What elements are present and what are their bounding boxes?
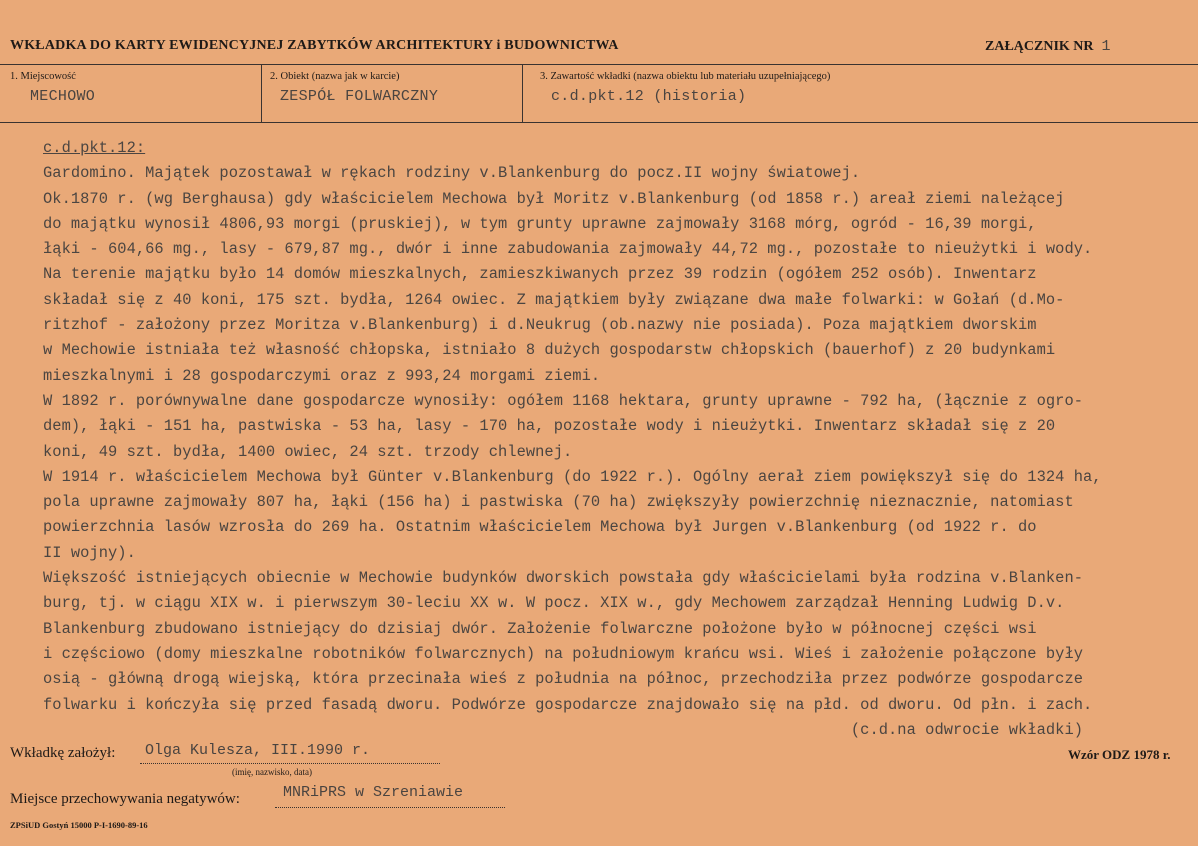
field-divider-1 (261, 64, 262, 122)
text-line: dem), łąki - 151 ha, pastwiska - 53 ha, lasy - 170 ha, pozostałe wody i nieużytki. Inwentarz składał się z 20 (43, 417, 1056, 436)
created-by-label: Wkładkę założył: (10, 745, 116, 761)
annex-label-text: ZAŁĄCZNIK NR (985, 39, 1094, 54)
text-line: Na terenie majątku było 14 domów mieszkalnych, zamieszkiwanych przez 39 rodzin (ogółem 252 osób). Inwentarz (43, 265, 1037, 284)
storage-value: MNRiPRS w Szreniawie (283, 784, 464, 801)
text-line: składał się z 40 koni, 175 szt. bydła, 1264 owiec. Z majątkiem były związane dwa małe folwarki: w Gołań (d.Mo- (43, 290, 1065, 309)
form-model: Wzór ODZ 1978 r. (1068, 747, 1171, 762)
created-by-dotline (140, 763, 440, 764)
text-line: mieszkalnymi i 28 gospodarczymi oraz z 993,24 morgami ziemi. (43, 366, 601, 385)
text-line: burg, tj. w ciągu XIX w. i pierwszym 30-leciu XX w. W pocz. XIX w., gdy Mechowem zarządzał Henning Ludwig D.v. (43, 594, 1065, 613)
field-divider-2 (522, 64, 523, 122)
text-line: II wojny). (43, 543, 136, 562)
object-label: 2. Obiekt (nazwa jak w karcie) (270, 71, 400, 82)
text-line: c.d.pkt.12: (43, 139, 146, 157)
print-code: ZPSiUD Gostyń 15000 P-I-1690-89-16 (10, 820, 148, 830)
text-line: folwarku i kończyła się przed fasadą dworu. Podwórze gospodarcze znajdowało się na płd. od dworu. Od płn. i zach. (43, 695, 1093, 714)
created-by-value: Olga Kulesza, III.1990 r. (145, 742, 371, 759)
text-line: Większość istniejących obiecnie w Mechowie budynków dworskich powstała gdy właścicielami była rodzina v.Blanken- (43, 569, 1084, 588)
created-by-caption: (imię, nazwisko, data) (232, 767, 312, 777)
text-line: ritzhof - założony przez Moritza v.Blankenburg) i d.Neukrug (ob.nazwy nie posiada). Poza majątkiem dworskim (43, 316, 1037, 335)
text-line: w Mechowie istniała też własność chłopska, istniało 8 dużych gospodarstw chłopskich (bauerhof) z 20 budynkami (43, 341, 1056, 360)
locality-value: MECHOWO (30, 88, 96, 105)
text-line: powierzchnia lasów wzrosła do 269 ha. Ostatnim właścicielem Mechowa był Jurgen v.Blankenburg (od 1922 r. do (43, 518, 1037, 537)
text-line: pola uprawne zajmowały 807 ha, łąki (156 ha) i pastwiska (70 ha) zwiększyły powierzchnię nieznacznie, natomiast (43, 493, 1074, 512)
text-line: W 1892 r. porównywalne dane gospodarcze wynosiły: ogółem 1168 hektara, grunty uprawne - 792 ha, (łącznie z ogro- (43, 391, 1084, 410)
header-rule-top (0, 64, 1198, 65)
history-text (43, 136, 1193, 743)
storage-dotline (275, 807, 505, 808)
text-line: łąki - 604,66 mg., lasy - 679,87 mg., dwór i inne zabudowania zajmowały 44,72 mg., pozostałe to nieużytki i wody. (43, 240, 1093, 259)
text-line: (c.d.na odwrocie wkładki) (43, 720, 1084, 739)
annex-label (985, 38, 1111, 55)
content-label: 3. Zawartość wkładki (nazwa obiektu lub materiału uzupełniającego) (540, 71, 831, 82)
content-value: c.d.pkt.12 (historia) (551, 88, 747, 105)
storage-label: Miejsce przechowywania negatywów: (10, 791, 240, 807)
object-value: ZESPÓŁ FOLWARCZNY (280, 88, 439, 105)
locality-label: 1. Miejscowość (10, 71, 76, 82)
text-line: i częściowo (domy mieszkalne robotników folwarcznych) na południowym krańcu wsi. Wieś i założenie połączone były (43, 644, 1084, 663)
text-line: osią - główną drogą wiejską, która przecinała wieś z południa na północ, przechodziła przez podwórze gospodarcze (43, 670, 1084, 689)
text-line: koni, 49 szt. bydła, 1400 owiec, 24 szt. trzody chlewnej. (43, 442, 573, 461)
text-line: Ok.1870 r. (wg Berghausa) gdy właścicielem Mechowa był Moritz v.Blankenburg (od 1858 r.) areał ziemi należącej (43, 189, 1065, 208)
text-line: Gardomino. Majątek pozostawał w rękach rodziny v.Blankenburg do pocz.II wojny światowej. (43, 164, 861, 183)
card-title: WKŁADKA DO KARTY EWIDENCYJNEJ ZABYTKÓW ARCHITEKTURY i BUDOWNICTWA (10, 38, 619, 53)
text-line: Blankenburg zbudowano istniejący do dzisiaj dwór. Założenie folwarczne położone było w północnej części wsi (43, 619, 1037, 638)
annex-number: 1 (1101, 38, 1111, 55)
text-line: do majątku wynosił 4806,93 morgi (pruskiej), w tym grunty uprawne zajmowały 3168 mórg, ogród - 16,39 morgi, (43, 214, 1037, 233)
text-line: W 1914 r. właścicielem Mechowa był Günter v.Blankenburg (do 1922 r.). Ogólny aerał ziem powiększył się do 1324 ha, (43, 467, 1102, 486)
header-rule-bottom (0, 122, 1198, 123)
